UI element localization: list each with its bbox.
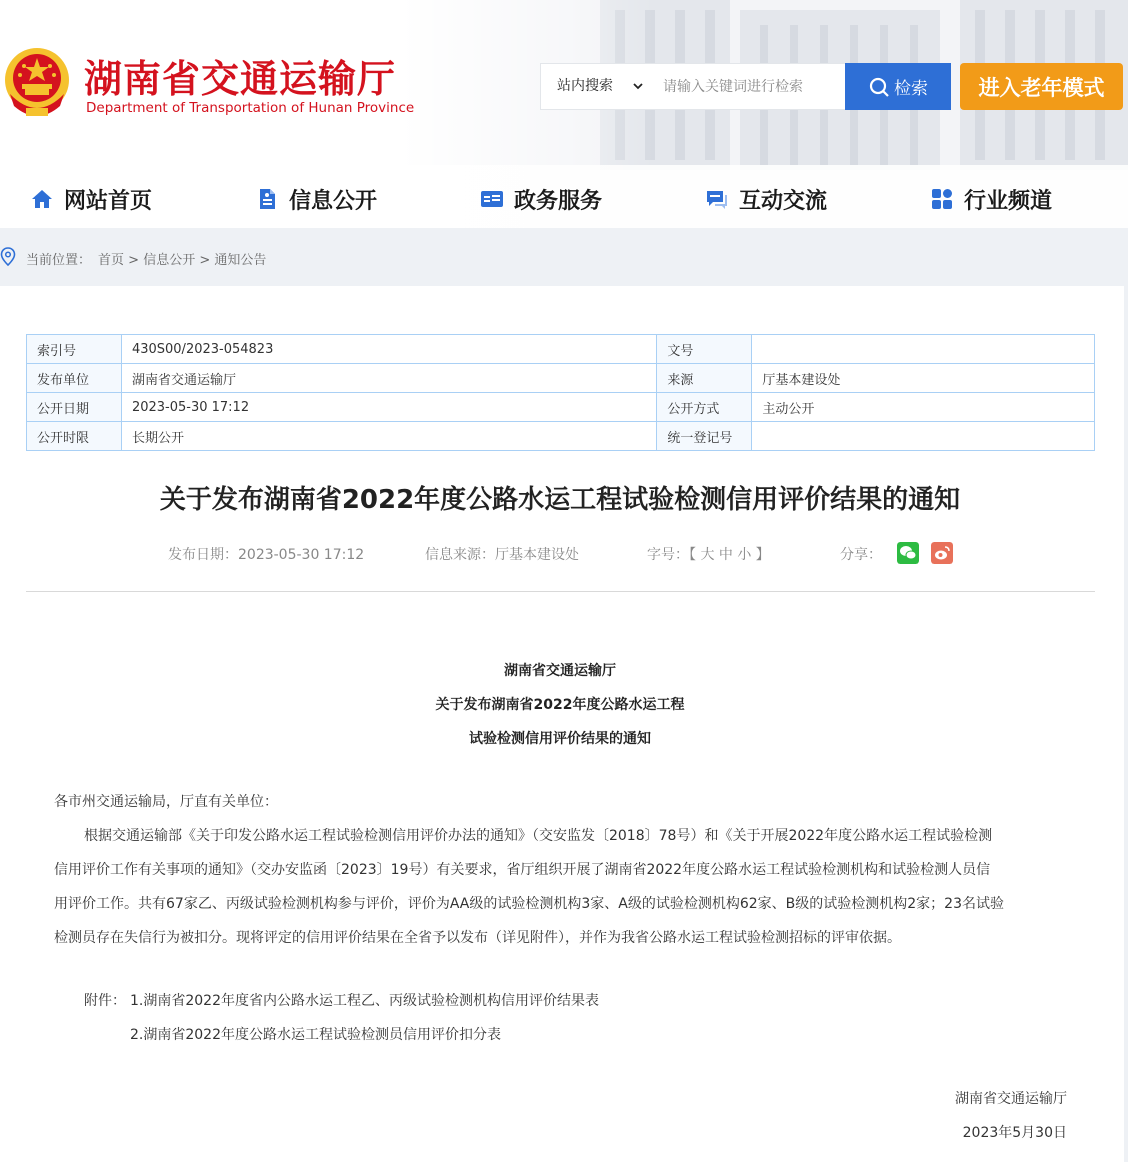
grid-icon <box>930 187 954 211</box>
attachment-link[interactable]: 1.湖南省2022年度省内公路水运工程乙、丙级试验检测机构信用评价结果表 <box>130 993 599 1009</box>
meta-value: 主动公开 <box>752 393 1095 422</box>
meta-value: 430S00/2023-054823 <box>121 335 656 364</box>
meta-key: 统一登记号 <box>657 422 752 451</box>
meta-value: 长期公开 <box>121 422 656 451</box>
salutation: 各市州交通运输局，厅直有关单位： <box>54 794 278 810</box>
service-card-icon <box>480 187 504 211</box>
font-size-switch[interactable]: 字号：【 大 中 小 】 <box>647 547 770 563</box>
site-logo[interactable] <box>0 40 420 130</box>
org-name-cn: 湖南省交通运输厅 <box>84 57 397 101</box>
wechat-icon[interactable] <box>897 542 919 564</box>
meta-value: 湖南省交通运输厅 <box>121 364 656 393</box>
nav-item-home[interactable] <box>30 170 152 228</box>
body-line: 用评价工作。共有67家乙、丙级试验检测机构参与评价，评价为AA级的试验检测机构3家、A级的试验检测机构62家、B级的试验检测机构2家；23名试验 <box>54 896 1004 912</box>
chevron-down-icon <box>633 81 643 91</box>
main-nav <box>0 170 1128 228</box>
article-info-bar <box>0 542 1128 564</box>
meta-value: 厅基本建设处 <box>752 364 1095 393</box>
doc-heading-line: 试验检测信用评价结果的通知 <box>469 731 651 747</box>
sign-date: 2023年5月30日 <box>962 1125 1067 1141</box>
table-row <box>27 393 1095 422</box>
publish-date: 发布日期：2023-05-30 17:12 <box>168 547 365 563</box>
share-label: 分享： <box>840 547 882 563</box>
search-button-label: 检索 <box>894 79 928 99</box>
national-emblem-icon <box>2 44 72 120</box>
breadcrumb-separator: > <box>195 253 215 268</box>
meta-key: 来源 <box>657 364 752 393</box>
table-row <box>27 364 1095 393</box>
org-name-en: Department of Transportation of Hunan Province <box>86 100 415 116</box>
search-bar <box>540 63 950 110</box>
meta-value <box>752 422 1095 451</box>
breadcrumb <box>0 228 1128 286</box>
meta-key: 公开日期 <box>27 393 122 422</box>
search-button[interactable] <box>845 63 951 110</box>
divider <box>26 591 1095 592</box>
location-pin-icon <box>0 247 16 267</box>
doc-heading-line: 湖南省交通运输厅 <box>504 663 616 679</box>
home-icon <box>30 187 54 211</box>
breadcrumb-link-home[interactable]: 首页 <box>98 253 125 268</box>
search-input[interactable] <box>653 64 845 109</box>
search-scope-label: 站内搜索 <box>557 78 613 94</box>
meta-key: 公开方式 <box>657 393 752 422</box>
attachments-label: 附件： <box>84 993 126 1009</box>
meta-key: 索引号 <box>27 335 122 364</box>
meta-value <box>752 335 1095 364</box>
info-source: 信息来源：厅基本建设处 <box>425 547 579 563</box>
elder-mode-button[interactable]: 进入老年模式 <box>960 63 1123 110</box>
body-line: 根据交通运输部《关于印发公路水运工程试验检测信用评价办法的通知》（交安监发〔2018〕78号）和《关于开展2022年度公路水运工程试验检测 <box>84 828 993 844</box>
signature: 湖南省交通运输厅 <box>955 1091 1067 1107</box>
meta-value: 2023-05-30 17:12 <box>121 393 656 422</box>
nav-item-label: 政务服务 <box>514 188 603 214</box>
meta-key: 公开时限 <box>27 422 122 451</box>
search-scope-select[interactable] <box>541 64 653 109</box>
nav-item-info[interactable] <box>255 170 377 228</box>
nav-item-label: 信息公开 <box>289 188 378 214</box>
breadcrumb-link-notices[interactable]: 通知公告 <box>214 253 267 268</box>
nav-item-label: 互动交流 <box>739 188 828 214</box>
nav-item-interaction[interactable] <box>705 170 827 228</box>
doc-heading-line: 关于发布湖南省2022年度公路水运工程 <box>435 697 685 713</box>
site-header <box>0 0 1128 228</box>
body-line: 检测员存在失信行为被扣分。现将评定的信用评价结果在全省予以发布（详见附件），并作为我省公路水运工程试验检测招标的评审依据。 <box>54 930 901 946</box>
document-icon <box>255 187 279 211</box>
search-icon <box>868 76 890 98</box>
nav-item-industry[interactable] <box>930 170 1052 228</box>
meta-key: 文号 <box>657 335 752 364</box>
chat-icon <box>705 187 729 211</box>
article-container <box>0 286 1124 1162</box>
meta-key: 发布单位 <box>27 364 122 393</box>
article-title: 关于发布湖南省2022年度公路水运工程试验检测信用评价结果的通知 <box>159 485 961 515</box>
breadcrumb-separator: > <box>124 253 144 268</box>
breadcrumb-link-info[interactable]: 信息公开 <box>143 253 196 268</box>
table-row <box>27 335 1095 364</box>
nav-item-label: 网站首页 <box>64 188 153 214</box>
metadata-table <box>26 334 1095 451</box>
nav-item-label: 行业频道 <box>964 188 1053 214</box>
breadcrumb-label: 当前位置： <box>26 253 92 268</box>
breadcrumb-trail <box>98 249 266 268</box>
nav-item-services[interactable] <box>480 170 602 228</box>
weibo-icon[interactable] <box>931 542 953 564</box>
body-line: 信用评价工作有关事项的通知》（交办安监函〔2023〕19号）有关要求，省厅组织开展了湖南省2022年度公路水运工程试验检测机构和试验检测人员信 <box>54 862 991 878</box>
table-row <box>27 422 1095 451</box>
attachment-link[interactable]: 2.湖南省2022年度公路水运工程试验检测员信用评价扣分表 <box>130 1027 501 1043</box>
